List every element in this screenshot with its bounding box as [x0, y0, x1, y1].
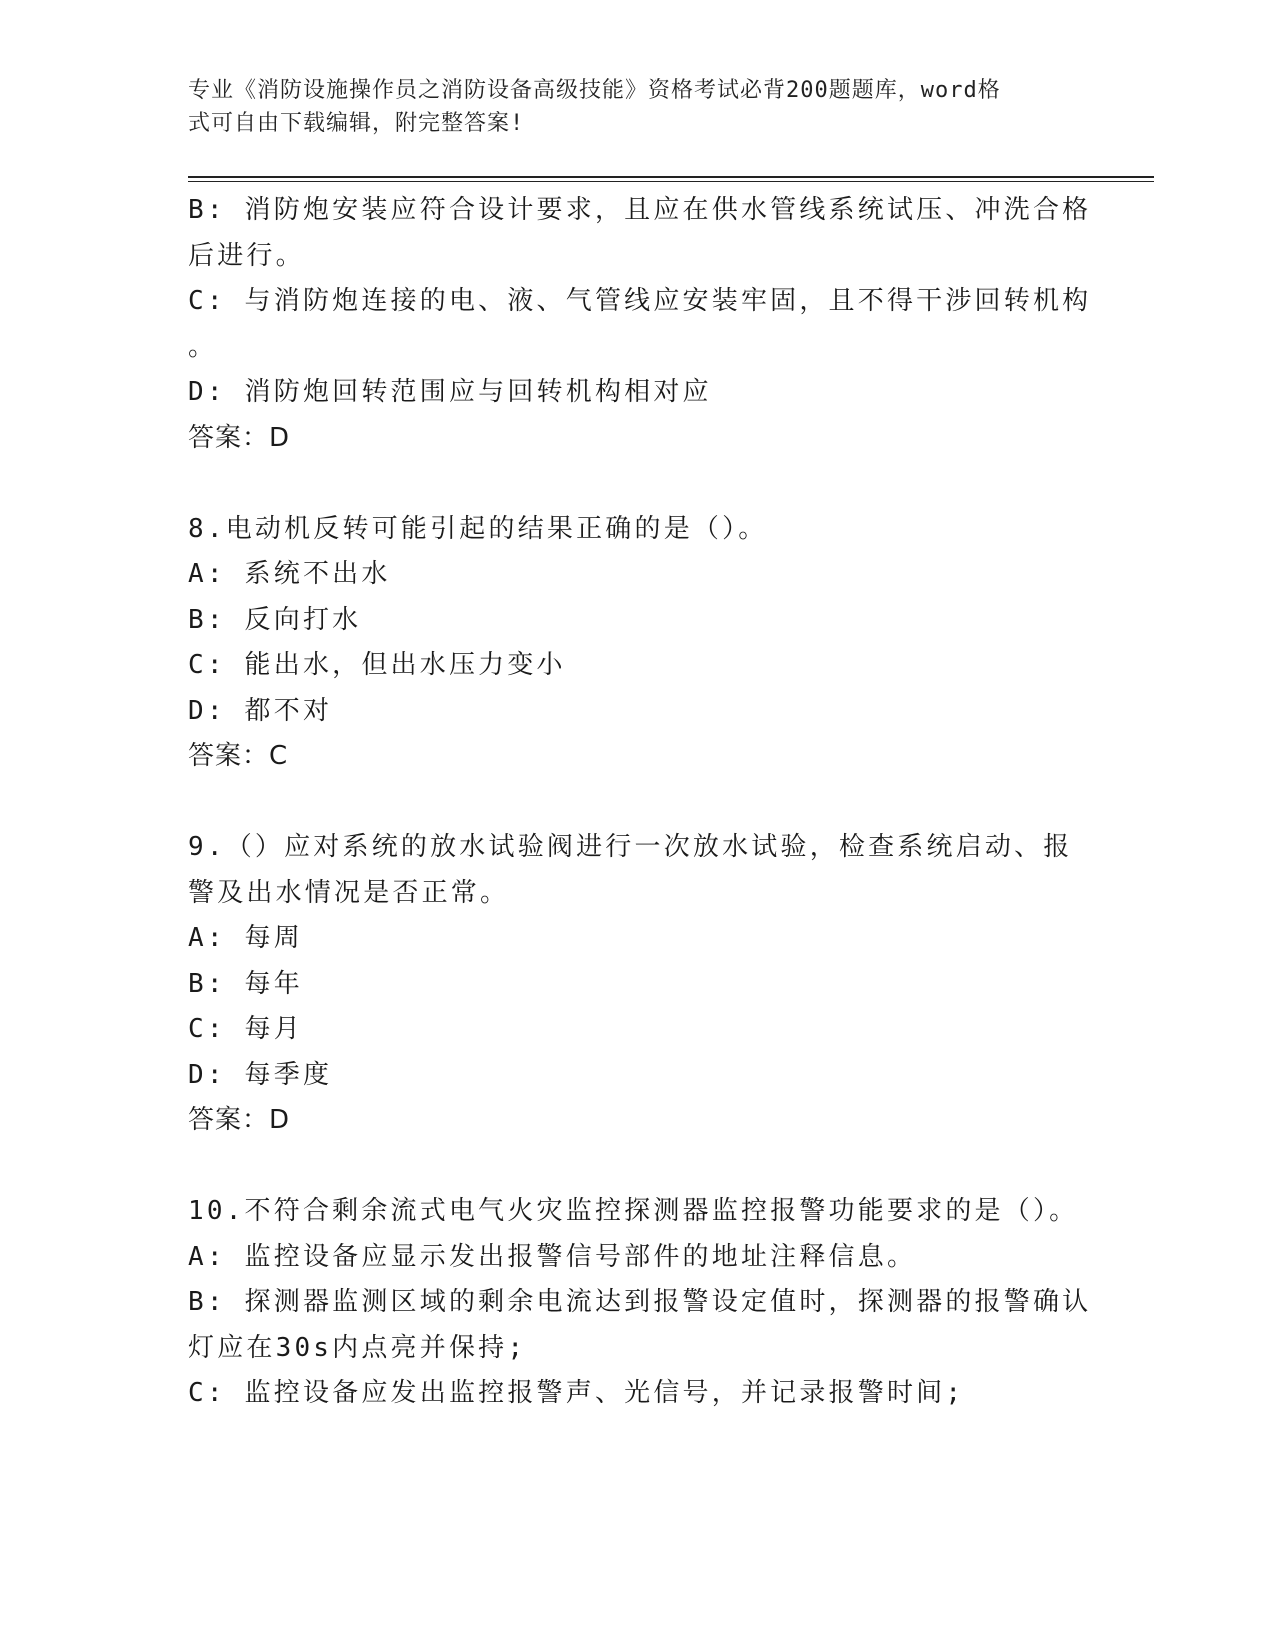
question-7-continued	[188, 188, 1092, 461]
header-line-1: 专业《消防设施操作员之消防设备高级技能》资格考试必背200题题库，word格	[188, 78, 1001, 103]
question-8	[188, 507, 1078, 780]
option-b-line-1: B: 消防炮安装应符合设计要求，且应在供水管线系统试压、冲洗合格	[188, 195, 1092, 225]
header-rule-thin	[188, 181, 1154, 182]
question-text-line-1: 9.（）应对系统的放水试验阀进行一次放水试验，检查系统启动、报	[188, 832, 1073, 862]
document-header	[188, 74, 1088, 140]
question-10	[188, 1189, 1092, 1417]
answer: 答案：D	[188, 1105, 291, 1135]
question-text: 10.不符合剩余流式电气火灾监控探测器监控报警功能要求的是（）。	[188, 1196, 1079, 1226]
option-d: D: 消防炮回转范围应与回转机构相对应	[188, 377, 712, 407]
answer: 答案：D	[188, 422, 291, 453]
document-body	[188, 188, 1092, 1417]
option-a: A: 每周	[188, 923, 303, 953]
header-rule-thick	[188, 176, 1154, 178]
spacer	[188, 780, 1078, 826]
option-b-line-2: 灯应在30s内点亮并保持;	[188, 1332, 527, 1363]
option-a: A: 监控设备应显示发出报警信号部件的地址注释信息。	[188, 1241, 917, 1272]
option-b: B: 每年	[188, 968, 303, 999]
header-line-2: 式可自由下载编辑，附完整答案!	[188, 111, 525, 136]
question-text: 8.电动机反转可能引起的结果正确的是（）。	[188, 513, 768, 544]
option-c: C: 监控设备应发出监控报警声、光信号，并记录报警时间;	[188, 1378, 965, 1408]
spacer	[188, 1144, 1078, 1190]
spacer	[188, 461, 1078, 507]
option-b-line-1: B: 探测器监测区域的剩余电流达到报警设定值时，探测器的报警确认	[188, 1287, 1092, 1317]
question-text-line-2: 警及出水情况是否正常。	[188, 877, 510, 908]
option-b: B: 反向打水	[188, 604, 362, 635]
option-c: C: 每月	[188, 1014, 303, 1044]
option-c-line-2: 。	[188, 331, 218, 362]
option-b-line-2: 后进行。	[188, 240, 305, 271]
answer: 答案：C	[188, 741, 289, 771]
option-a: A: 系统不出水	[188, 559, 391, 589]
option-c: C: 能出水，但出水压力变小	[188, 650, 566, 680]
option-c-line-1: C: 与消防炮连接的电、液、气管线应安装牢固，且不得干涉回转机构	[188, 286, 1092, 316]
option-d: D: 都不对	[188, 695, 333, 726]
question-9	[188, 825, 1078, 1144]
option-d: D: 每季度	[188, 1059, 333, 1090]
